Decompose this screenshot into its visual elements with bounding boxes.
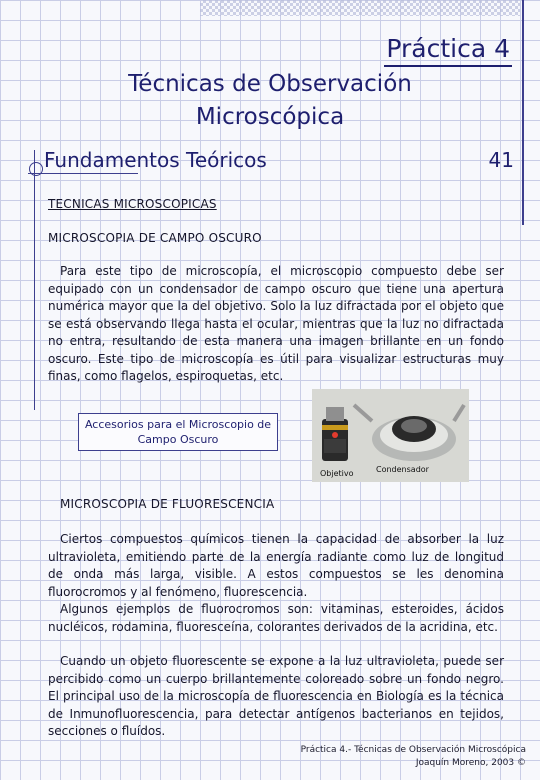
footer-line1: Práctica 4.- Técnicas de Observación Microscópica [300, 745, 526, 755]
figure-caption-text: Accesorios para el Microscopio de Campo Oscuro [84, 418, 272, 446]
margin-line-left [34, 150, 35, 410]
document-title [30, 68, 510, 134]
paragraph-fluorescencia-3: Cuando un objeto fluorescente se expone a la luz ultravioleta, puede ser percibido como un cuerpo brillantemente coloreado sobre un fondo negro. El principal uso de la microscopía de fluorescencia en Biología es la técnica de Inmunofluorescencia, para detectar antígenos bacterianos en tejidos, secciones o fluídos. [48, 654, 504, 738]
label-condensador: Condensador [376, 465, 429, 474]
paragraph-campo-oscuro: Para este tipo de microscopía, el microscopio compuesto debe ser equipado con un condensador de campo oscuro que tiene una apertura numérica mayor que la del objetivo. Solo la luz difractada por el objeto que se está observando llega hasta el ocular, mientras que la luz no difractada no entra, resultando de esta manera una imagen brillante en un fondo oscuro. Este tipo de microscopía es útil para visualizar estructuras muy finas, como flagelos, espiroquetas, etc. [48, 264, 504, 383]
page-number: 41 [488, 148, 514, 172]
accessories-photo [312, 389, 469, 482]
margin-line-right [522, 0, 524, 225]
heading-tecnicas-microscopicas: TECNICAS MICROSCOPICAS [48, 197, 217, 211]
paragraph-fluorescencia-2: Algunos ejemplos de fluorocromos son: vitaminas, esteroides, ácidos nucléicos, rodamina, fluoresceína, colorantes derivados de la acridina, etc. [48, 602, 504, 634]
label-objetivo: Objetivo [320, 469, 354, 478]
figure-caption [78, 413, 278, 451]
document-title-line1: Técnicas de Observación [128, 71, 412, 97]
practice-title: Práctica 4 [384, 34, 512, 67]
heading-campo-oscuro: MICROSCOPIA DE CAMPO OSCURO [48, 231, 262, 245]
footer-line2: Joaquín Moreno, 2003 © [415, 758, 526, 768]
document-title-line2: Microscópica [195, 104, 345, 130]
decorative-pattern [200, 0, 520, 16]
section-title: Fundamentos Teóricos [44, 148, 267, 172]
heading-fluorescencia: MICROSCOPIA DE FLUORESCENCIA [60, 497, 275, 511]
page-footer [301, 744, 526, 770]
section-underline [28, 173, 138, 174]
paragraph-fluorescencia-1: Ciertos compuestos químicos tienen la capacidad de absorber la luz ultravioleta, emitiendo parte de la energía radiante como luz de longitud de onda más larga, visible. A estos compuestos se les denomina fluorocromos y al fenómeno, fluorescencia. [48, 532, 504, 599]
